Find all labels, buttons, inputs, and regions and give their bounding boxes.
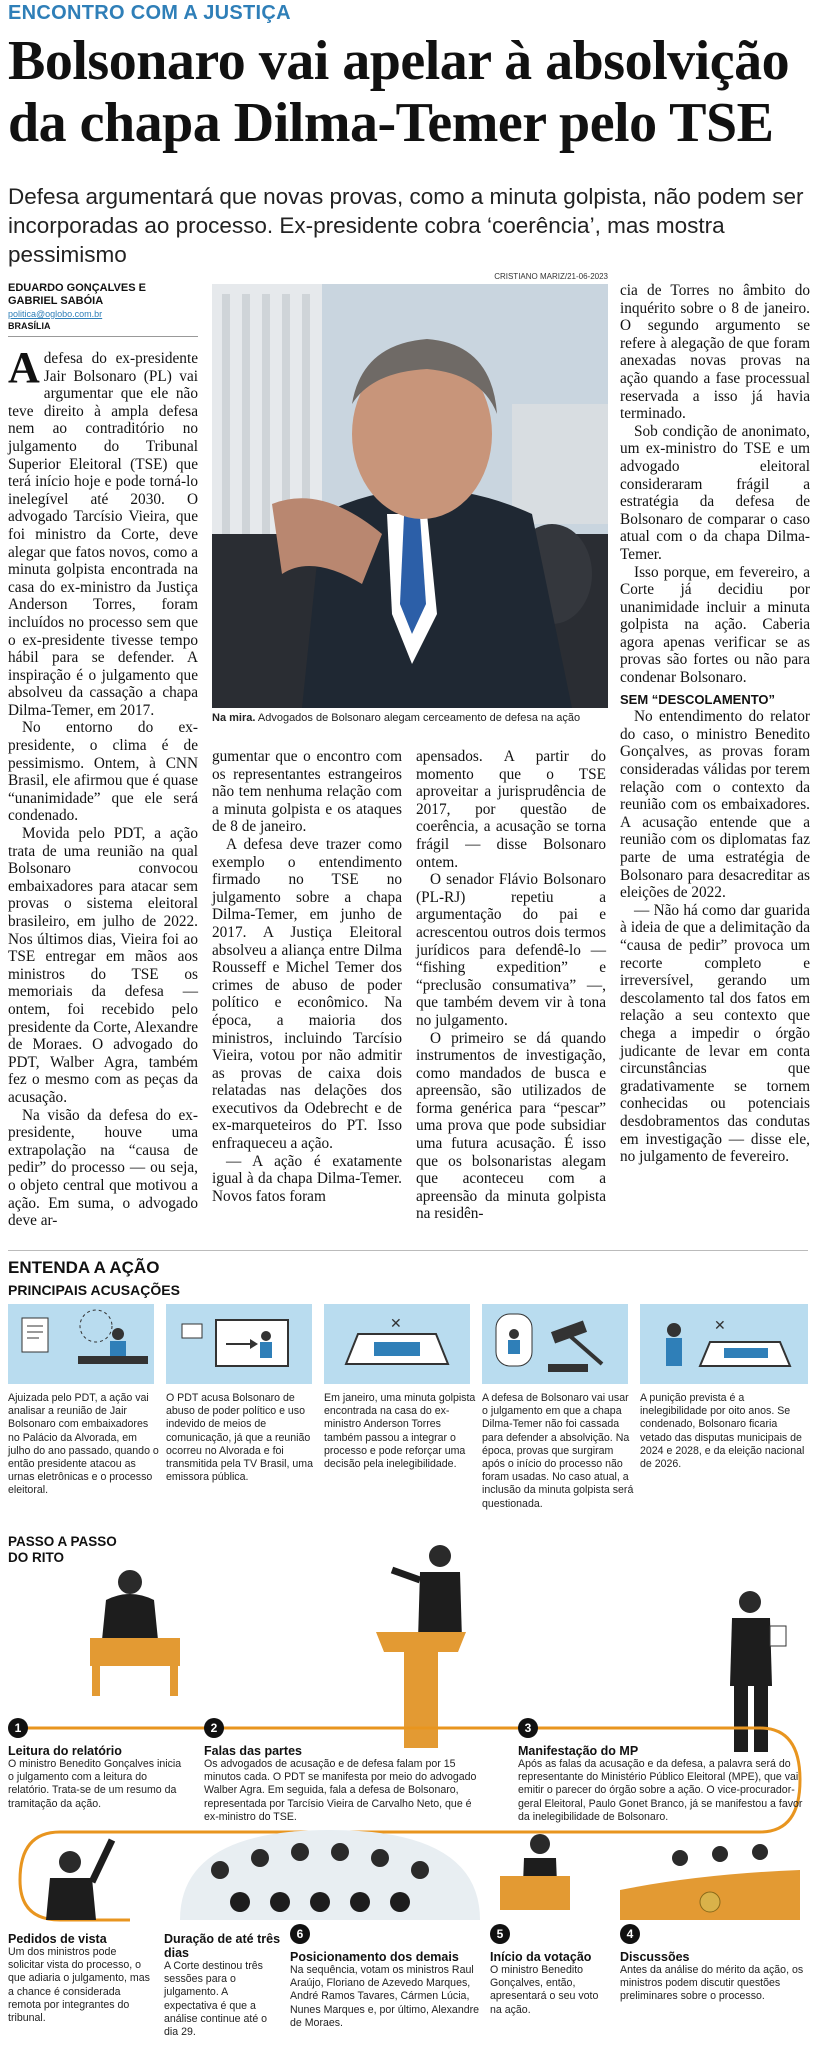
step-head: Leitura do relatório (8, 1744, 122, 1758)
headline: Bolsonaro vai apelar à absolvição da chapa Dilma-Temer pelo TSE (8, 30, 790, 154)
accusation-icon-ballot (324, 1304, 470, 1384)
accusation-text-4: A defesa de Bolsonaro vai usar o julgamento em que a chapa Dilma-Temer não foi cassada para defender a absolvição. Na época, provas que surgiram após o início do processo não foram usadas. No caso atual, a inclusão da minuta golpista será questionada. (482, 1392, 634, 1510)
timeline-illustration (0, 1540, 816, 1940)
paragraph: O senador Flávio Bolsonaro (PL-RJ) repetiu a argumentação do pai e acrescentou outros dois termos jurídicos para defendê-lo — “fishing expedition” e “preclusão consumativa” —, que também devem vir à tona no julgamento. (416, 871, 606, 1029)
accusation-text-1: Ajuizada pelo PDT, a ação vai analisar a reunião de Jair Bolsonaro com embaixadores no Palácio da Alvorada, em julho do ano passado, quando o então presidente atacou as urnas eletrônicas e o processo eleitoral. (8, 1392, 159, 1497)
accusation-icon-gavel (482, 1304, 628, 1384)
accusation-text-2: O PDT acusa Bolsonaro de abuso de poder político e uso indevido de meios de comunicação, já que a reunião ocorreu no Alvorada e foi transmitida pela TV Brasil, uma emissora pública. (166, 1392, 313, 1484)
photo-caption (212, 712, 608, 724)
article-col-2 (212, 748, 402, 1205)
step-body: Um dos ministros pode solicitar vista do processo, o que adiaria o julgamento, mas a chance é considerada remota por integrantes do tribunal. (8, 1946, 150, 2025)
step-number: 1 (8, 1718, 28, 1738)
infographic-subtitle: PRINCIPAIS ACUSAÇÕES (8, 1282, 180, 1298)
paragraph: A defesa deve trazer como exemplo o entendimento firmado no TSE no julgamento sobre a chapa Dilma-Temer, em junho de 2017. A Justiça Eleitoral absolveu a aliança entre Dilma Rousseff e Michel Temer dos crimes de abuso de poder político e econômico. Na época, a maioria dos ministros, incluindo Tarcísio Vieira, votou por não admitir as provas de caixa dois relatadas nas delações dos executivos da Odebrecht e de ex-marqueteiros do PT. Isso enfraqueceu a ação. (212, 835, 402, 1153)
paragraph: — A ação é exatamente igual à da chapa Dilma-Temer. Novos fatos foram (212, 1152, 402, 1205)
accusation-text-3: Em janeiro, uma minuta golpista encontrada na casa do ex-ministro Anderson Torres também passou a integrar o processo e pode reforçar uma decisão pela inelegibilidade. (324, 1392, 476, 1471)
paragraph: cia de Torres no âmbito do inquérito sobre o 8 de janeiro. O segundo argumento se refere à alegação de que foram anexadas novas provas na ação quando a fase processual reservada a isso já havia terminado. (620, 282, 810, 423)
step-body: O ministro Benedito Gonçalves inicia o julgamento com a leitura do relatório. Trata-se de um resumo da tramitação da ação. (8, 1758, 182, 1810)
accusation-icon-tv (166, 1304, 312, 1384)
paragraph: Na visão da defesa do ex-presidente, houve uma extrapolação na “causa de pedir” do processo — ou seja, o objeto central que motivou a ação. Em suma, o advogado deve ar- (8, 1106, 198, 1230)
step-head: Posicionamento dos demais (290, 1950, 459, 1964)
step-3 (518, 1744, 808, 1824)
svg-text:✕: ✕ (390, 1316, 402, 1332)
article-col-3 (416, 748, 606, 1223)
step-4 (620, 1950, 808, 2004)
voting-machine-icon (324, 1304, 470, 1384)
step-number: 4 (620, 1924, 640, 1944)
byline-authors: EDUARDO GONÇALVES E GABRIEL SABÓIA (8, 282, 146, 307)
step-body: Os advogados de acusação e de defesa falam por 15 minutos cada. O PDT se manifesta por meio do advogado Walber Agra. Em seguida, fala a defesa de Bolsonaro, representada por Tarcísio Vieira de Carvalho Neto, que é ex-ministro do TSE. (204, 1758, 477, 1823)
step-duration (164, 1932, 282, 2039)
byline-place: BRASÍLIA (8, 320, 198, 337)
step-body: A Corte destinou três sessões para o julgamento. A expectativa é que a análise continue até o dia 29. (164, 1960, 268, 2039)
gavel-icon (482, 1304, 628, 1384)
byline (8, 282, 198, 337)
lawyer-figure-icon (376, 1545, 466, 1748)
step-number: 3 (518, 1718, 538, 1738)
paragraph: No entendimento do relator do caso, o ministro Benedito Gonçalves, as provas foram consideradas válidas por terem relação com o contexto da reunião com os embaixadores. A acusação entende que a reunião com os diplomatas faz parte de uma estratégia de Bolsonaro para desacreditar as eleições de 2022. (620, 708, 810, 902)
section-subhead: SEM “DESCOLAMENTO” (620, 691, 776, 707)
speaker-figure-icon (500, 1834, 570, 1910)
paragraph: Movida pelo PDT, a ação trata de uma reunião na qual Bolsonaro convocou embaixadores para atacar sem provas o sistema eleitoral brasileiro, em julho de 2022. Nos últimos dias, Vieira foi ao TSE entregar em mãos aos ministros do TSE os memoriais da defesa — ontem, foi recebido pelo presidente da Corte, Alexandre de Moraes. O advogado do PDT, Walber Agra, também fez o mesmo com as peças da acusação. (8, 825, 198, 1106)
article-col-1 (8, 343, 198, 1230)
infographic-title: ENTENDA A AÇÃO (8, 1258, 160, 1277)
step-head: Discussões (620, 1950, 690, 1964)
paragraph: Sob condição de anonimato, um ex-ministro do TSE e um advogado eleitoral consideraram frágil a estratégia da defesa de Bolsonaro de comparar o caso atual com o da chapa Dilma-Temer. (620, 422, 810, 563)
step-vista (8, 1932, 154, 2025)
rito-title: PASSO A PASSO DO RITO (8, 1534, 117, 1565)
deck: Defesa argumentará que novas provas, como a minuta golpista, não podem ser incorporadas ao processo. Ex-presidente cobra ‘coerência’, mas mostra pessimismo (8, 184, 804, 267)
step-head: Duração de até três dias (164, 1932, 281, 1960)
section-divider (8, 1250, 808, 1251)
caption-lead: Na mira. (212, 712, 256, 724)
ministers-bench-icon (620, 1844, 800, 1920)
article-photo (212, 284, 608, 708)
accusation-icon-meeting (8, 1304, 154, 1384)
caption-text: Advogados de Bolsonaro alegam cerceamento de defesa na ação (257, 712, 581, 724)
paragraph: Adefesa do ex-presidente Jair Bolsonaro (PL) vai argumentar que ele não teve direito à ampla defesa nem ao contraditório no julgamento do Tribunal Superior Eleitoral (TSE) que terá início hoje e pode torná-lo inelegível até 2030. O advogado Tarcísio Vieira, que foi ministro da Corte, deve alegar que fatos novos, como a minuta golpista encontrada na casa do ex-ministro da Justiça Anderson Torres, foram incluídos no processo sem que o ex-presidente tivesse tempo hábil para se defender. A inspiração é o julgamento que absolveu da cassação a chapa Dilma-Temer, em 2017. (8, 343, 198, 719)
paragraph: No entorno do ex-presidente, o clima é de pessimismo. Ontem, à CNN Brasil, ele afirmou que é quase “unanimidade” que ele será condenado. (8, 719, 198, 825)
paragraph: gumentar que o encontro com os representantes estrangeiros não tem nenhuma relação com a minuta golpista e os ataques de 8 de janeiro. (212, 748, 402, 836)
step-number: 5 (490, 1924, 510, 1944)
ineligibility-icon (640, 1304, 808, 1384)
step-number: 2 (204, 1718, 224, 1738)
paragraph: — Não há como dar guarida à ideia de que a delimitação da “causa de pedir” provoca um recorte completo e irreversível, gerando um descolamento tal dos fatos em relação a seu contexto que chega a impedir o órgão judicante de levar em conta circunstâncias que gradativamente se tornem conhecidas ou potenciais desdobramentos das condutas em investigação — disse ele, no julgamento de fevereiro. (620, 901, 810, 1166)
kicker: ENCONTRO COM A JUSTIÇA (8, 2, 291, 24)
photo-illustration (212, 284, 608, 708)
step-body: O ministro Benedito Gonçalves, então, apresentará o seu voto na ação. (490, 1964, 599, 2016)
reporter-figure-icon (90, 1570, 180, 1696)
step-6 (290, 1950, 480, 2030)
svg-text:✕: ✕ (714, 1318, 726, 1334)
paragraph: apensados. A partir do momento que o TSE aproveitar a jurisprudência de 2017, por questão de coerência, a acusação se torna frágil — disse Bolsonaro ontem. (416, 748, 606, 871)
step-number: 6 (290, 1924, 310, 1944)
step-head: Manifestação do MP (518, 1744, 639, 1758)
step-5 (490, 1950, 608, 2017)
accusation-text-5: A punição prevista é a inelegibilidade por oito anos. Se condenado, Bolsonaro ficaria vetado das disputas municipais de 2024 e 2028, e da eleição nacional de 2026. (640, 1392, 805, 1471)
tv-broadcast-icon (166, 1304, 312, 1384)
photo-credit: CRISTIANO MARIZ/21-06-2023 (494, 272, 608, 281)
step-body: Antes da análise do mérito da ação, os ministros podem discutir questões preliminares sobre o processo. (620, 1964, 804, 2003)
step-2 (204, 1744, 480, 1824)
step-head: Falas das partes (204, 1744, 302, 1758)
meeting-icon (8, 1304, 154, 1384)
article-col-4 (620, 282, 810, 1166)
step-1 (8, 1744, 184, 1811)
paragraph: O primeiro se dá quando instrumentos de investigação, como mandados de busca e apreensão, são utilizados de forma genérica para “pescar” uma prova que pode subsidiar uma futura acusação. É isso que os bolsonaristas alegam que aconteceu com a apreensão da minuta golpista na residên- (416, 1029, 606, 1223)
paragraph: Isso porque, em fevereiro, a Corte já decidiu por unanimidade incluir a minuta golpista na ação. Caberia agora apenas verificar se as provas são fortes ou não para condenar Bolsonaro. (620, 563, 810, 687)
byline-email[interactable]: politica@oglobo.com.br (8, 309, 103, 319)
accusation-icon-veto (640, 1304, 808, 1384)
step-body: Após as falas da acusação e da defesa, a palavra será do representante do Ministério Público Eleitoral (MPE), que vai emitir o parecer do órgão sobre a ação. O vice-procurador-geral Eleitoral, Paulo Gonet Branco, já se manifestou a favor da inelegibilidade de Bolsonaro. (518, 1758, 803, 1823)
step-head: Pedidos de vista (8, 1932, 107, 1946)
raised-hand-figure-icon (46, 1840, 112, 1920)
step-body: Na sequência, votam os ministros Raul Araújo, Floriano de Azevedo Marques, André Ramos Tavares, Cármen Lúcia, Nunes Marques e, por último, Alexandre de Moraes. (290, 1964, 480, 2029)
step-head: Início da votação (490, 1950, 592, 1964)
